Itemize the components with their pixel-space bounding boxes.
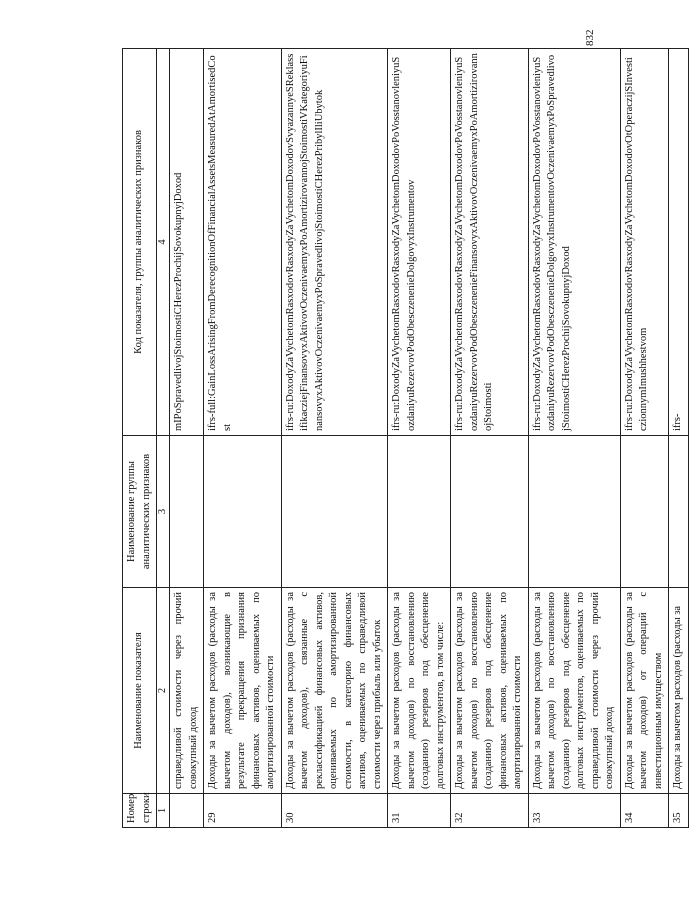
group-name [281,436,388,588]
indicator-code: ifrs-full:GainLossArisingFromDerecognitionOfFinancialAssetsMeasuredAtAmortisedCost [204,49,282,436]
group-name [451,436,529,588]
indicator-name: Доходы за вычетом расходов (расходы за вычетом доходов) от операций с инвестиционным имуществом [620,588,669,794]
group-name [204,436,282,588]
table-row [170,49,204,828]
group-name [528,436,620,588]
row-number: 33 [528,794,620,828]
table-row [669,49,689,828]
indicator-code: ifrs-ru:DoxodyZaVychetomRasxodovRasxodyZaVychetomDoxodovOtOperaczijSInvesticzionnymImushhestvom [620,49,669,436]
indicator-name: справедливой стоимости через прочий совокупный доход [170,588,204,794]
header-row-number: Номер строки [123,794,157,828]
indicator-code: ifrs- [669,49,689,436]
indicator-code: ifrs-ru:DoxodyZaVychetomRasxodovRasxodyZaVychetomDoxodovPoVosstanovleniyuSozdaniyuRezervovPodObesczenenieDolgovyxInstrumentovOczenivaemyxPoSpravedlivojStoimostiCHerezProchijSovokupnyjDoxod [528,49,620,436]
indicator-code: ifrs-ru:DoxodyZaVychetomRasxodovRasxodyZaVychetomDoxodovSvyazannyeSReklassifikacziejFinansovyxAktivovOczenivaemyxPoAmortizirovannojStoimostiVKategoriyuFinansovyxAktivovOczenivaemyxPoSpravedlivojStoimostiCHerezPribylIliUbytok [281,49,388,436]
table-row [281,49,388,828]
group-name [669,436,689,588]
table-row [620,49,669,828]
row-number: 31 [388,794,451,828]
page-number: 832 [584,29,596,46]
header-indicator-name: Наименование показателя [123,588,157,794]
table-header-row [123,49,157,828]
row-number: 32 [451,794,529,828]
indicator-name: Доходы за вычетом расходов (расходы за вычетом доходов), возникающие в результате прекращения признания финансовых активов, оцениваемых по амортизированной стоимости [204,588,282,794]
indicator-code: ifrs-ru:DoxodyZaVychetomRasxodovRasxodyZaVychetomDoxodovPoVosstanovleniyuSozdaniyuRezervovPodObesczenenieFinansovyxAktivovOczenivaemyxPoAmortizirovannojStoimosti [451,49,529,436]
table-row [204,49,282,828]
header-group-name: Наименование группы аналитических признаков [123,436,157,588]
indicator-name: Доходы за вычетом расходов (расходы за вычетом доходов) по восстановлению (созданию) резервов под обесценение долговых инструментов, оцениваемых по справедливой стоимости через прочий совокупный доход [528,588,620,794]
header-code: Код показателя, группы аналитических признаков [123,49,157,436]
row-number: 29 [204,794,282,828]
row-number: 34 [620,794,669,828]
indicator-code: mIPoSpravedlivojStoimostiCHerezProchijSovokupnyjDoxod [170,49,204,436]
table-row [388,49,451,828]
indicator-code: ifrs-ru:DoxodyZaVychetomRasxodovRasxodyZaVychetomDoxodovPoVosstanovleniyuSozdaniyuRezervovPodObesczenenieDolgovyxInstrumentov [388,49,451,436]
column-number: 4 [157,49,170,436]
row-number [170,794,204,828]
column-number: 2 [157,588,170,794]
table-row [451,49,529,828]
indicator-name: Доходы за вычетом расходов (расходы за вычетом доходов), связанные с реклассификацией финансовых активов, оцениваемых по амортизированной стоимости, в категорию финансовых активов, оцениваемых по справедливой стоимости через прибыль или убыток [281,588,388,794]
group-name [620,436,669,588]
column-number: 3 [157,436,170,588]
rotated-page [122,48,683,828]
column-number-row [157,49,170,828]
indicator-name: Доходы за вычетом расходов (расходы за вычетом доходов) по восстановлению (созданию) резервов под обесценение финансовых активов, оцениваемых по амортизированной стоимости [451,588,529,794]
indicator-name: Доходы за вычетом расходов (расходы за вычетом доходов) по восстановлению (созданию) резервов под обесценение долговых инструментов, в том числе: [388,588,451,794]
group-name [170,436,204,588]
indicator-table [122,48,689,828]
table-row [528,49,620,828]
group-name [388,436,451,588]
indicator-name: Доходы за вычетом расходов (расходы за [669,588,689,794]
column-number: 1 [157,794,170,828]
row-number: 30 [281,794,388,828]
row-number: 35 [669,794,689,828]
